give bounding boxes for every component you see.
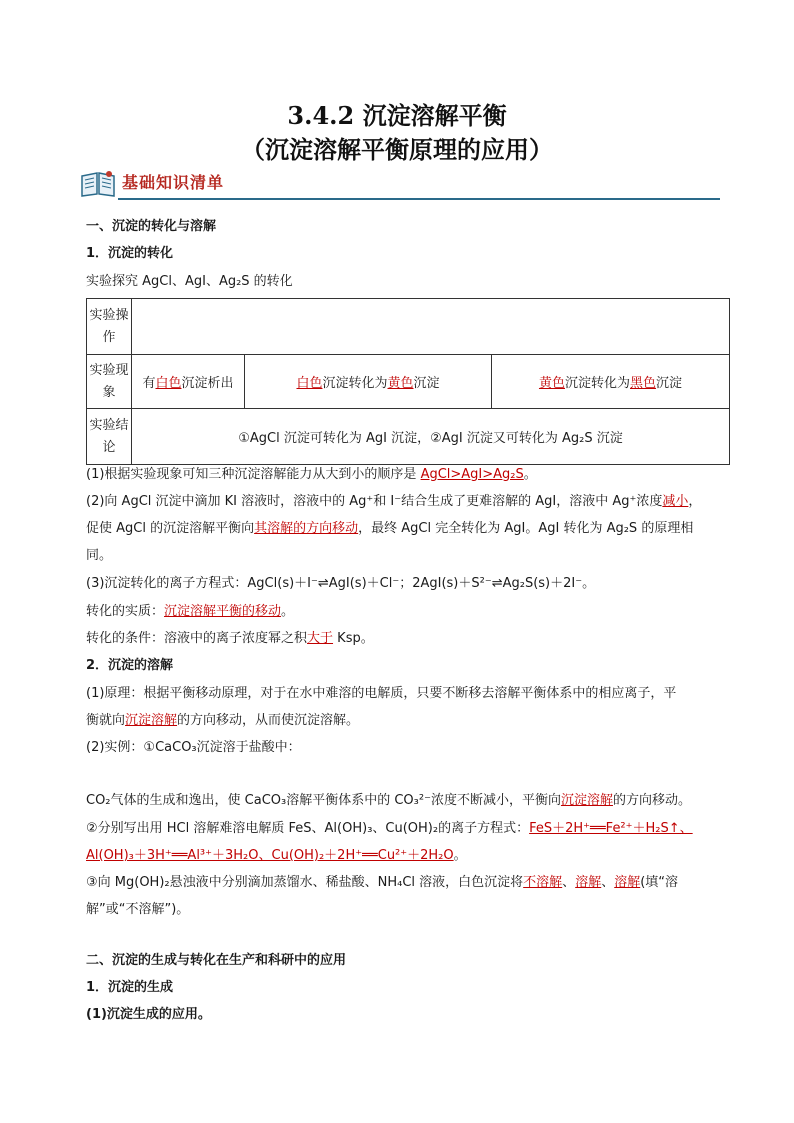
table-cell-conclusion: ①AgCl 沉淀可转化为 AgI 沉淀，②AgI 沉淀又可转化为 Ag₂S 沉淀 [132,409,730,465]
page-title: 3.4.2 沉淀溶解平衡 [287,101,507,130]
text: ，最终 AgCl 完全转化为 AgI。AgI 转化为 Ag₂S 的原理相 [358,521,694,536]
banner-divider [118,198,720,200]
answer-text: 黑色 [630,376,657,391]
text: 。 [523,467,537,482]
subsection-heading: 1．沉淀的生成 [86,980,174,995]
section-heading-1: 一、沉淀的转化与溶解 [86,219,217,234]
subsection-heading: 2．沉淀的溶解 [86,658,174,673]
answer-text: Al(OH)₃＋3H⁺══Al³⁺＋3H₂O、Cu(OH)₂＋2H⁺══Cu²⁺＋2H₂O [86,848,454,863]
answer-text: 白色 [155,376,182,391]
cell-text: 沉淀 [656,376,683,391]
subsection-heading: 1．沉淀的转化 [86,246,174,261]
text: ②分别写出用 HCl 溶解难溶电解质 FeS、Al(OH)₃、Cu(OH)₂的离子方程式： [86,821,530,836]
answer-text: 其溶解的方向移动 [254,521,359,536]
answer-text: 溶解 [575,875,602,890]
text: 、 [562,875,576,890]
text: ③向 Mg(OH)₂悬浊液中分别滴加蒸馏水、稀盐酸、NH₄Cl 溶液，白色沉淀将 [86,875,524,890]
text: CO₂气体的生成和逸出，使 CaCO₃溶解平衡体系中的 CO₃²⁻浓度不断减小，平衡向 [86,793,561,808]
paragraph [86,493,726,511]
answer-text: 沉淀溶解 [560,793,613,808]
answer-text: 白色 [296,376,323,391]
text: 衡就向 [86,713,126,728]
cell-text: 沉淀析出 [181,376,234,391]
answer-text: 不溶解 [523,875,563,890]
text: 的方向移动，从而使沉淀溶解。 [177,713,360,728]
answer-text: 减小 [662,494,689,509]
table-row [87,409,730,465]
cell-text: 沉淀 [413,376,440,391]
answer-text: AgCl>AgI>Ag₂S [420,467,524,482]
banner-label: 基础知识清单 [122,173,225,192]
section-banner [78,166,720,202]
paragraph [86,520,726,538]
paragraph [86,847,726,865]
text: (填“溶 [640,875,679,890]
paragraph [86,603,726,621]
paragraph: (1)原理：根据平衡移动原理，对于在水中难溶的电解质，只要不断移去溶解平衡体系中的相应离子，平 [86,686,677,701]
paragraph: (2)实例：①CaCO₃沉淀溶于盐酸中： [86,740,301,755]
text: 。 [453,848,467,863]
cell-text: 沉淀转化为 [564,376,630,391]
cell-text: 有 [142,376,156,391]
text: 的方向移动。 [612,793,691,808]
cell-text: 沉淀转化为 [322,376,388,391]
text: 、 [601,875,615,890]
text: 。 [281,604,295,619]
text: 转化的实质： [86,604,165,619]
table-row-header: 实验操作 [87,299,132,355]
answer-text: 大于 [307,631,334,646]
paragraph [86,466,726,484]
book-icon [78,168,118,198]
page-subtitle: （沉淀溶解平衡原理的应用） [241,135,553,164]
text: Ksp。 [333,631,374,646]
table-row [87,355,730,409]
paragraph [86,630,726,648]
answer-text: 黄色 [387,376,414,391]
text: ， [688,494,702,509]
answer-text: 黄色 [538,376,565,391]
answer-text: 沉淀溶解 [125,713,178,728]
table-row-header: 实验现象 [87,355,132,409]
table-row-header: 实验结论 [87,409,132,465]
text: 转化的条件：溶液中的离子浓度幂之积 [86,631,308,646]
text: (1)根据实验现象可知三种沉淀溶解能力从大到小的顺序是 [86,467,421,482]
table-row [87,299,730,355]
text: 促使 AgCl 的沉淀溶解平衡向 [86,521,255,536]
section-heading-2: 二、沉淀的生成与转化在生产和科研中的应用 [86,953,347,968]
paragraph [86,712,726,730]
experiment-table [86,298,730,465]
paragraph [86,874,726,892]
paragraph: 解”或“不溶解”)。 [86,902,190,917]
table-cell-observation [132,355,245,409]
text: (2)向 AgCl 沉淀中滴加 KI 溶液时，溶液中的 Ag⁺和 I⁻结合生成了更难溶解的 AgI，溶液中 Ag⁺浓度 [86,494,663,509]
table-cell-empty [132,299,730,355]
table-cell-observation [492,355,730,409]
paragraph: 同。 [86,548,113,563]
paragraph [86,792,726,810]
table-cell-observation [245,355,492,409]
answer-text: FeS＋2H⁺══Fe²⁺＋H₂S↑、 [529,821,693,836]
experiment-intro: 实验探究 AgCl、AgI、Ag₂S 的转化 [86,274,293,289]
paragraph [86,820,726,838]
subsection-heading: (1)沉淀生成的应用。 [86,1007,211,1022]
ion-equation: (3)沉淀转化的离子方程式：AgCl(s)＋I⁻⇌AgI(s)＋Cl⁻；2AgI(s)＋S²⁻⇌Ag₂S(s)＋2I⁻。 [86,576,596,591]
answer-text: 溶解 [614,875,641,890]
answer-text: 沉淀溶解平衡的移动 [164,604,282,619]
